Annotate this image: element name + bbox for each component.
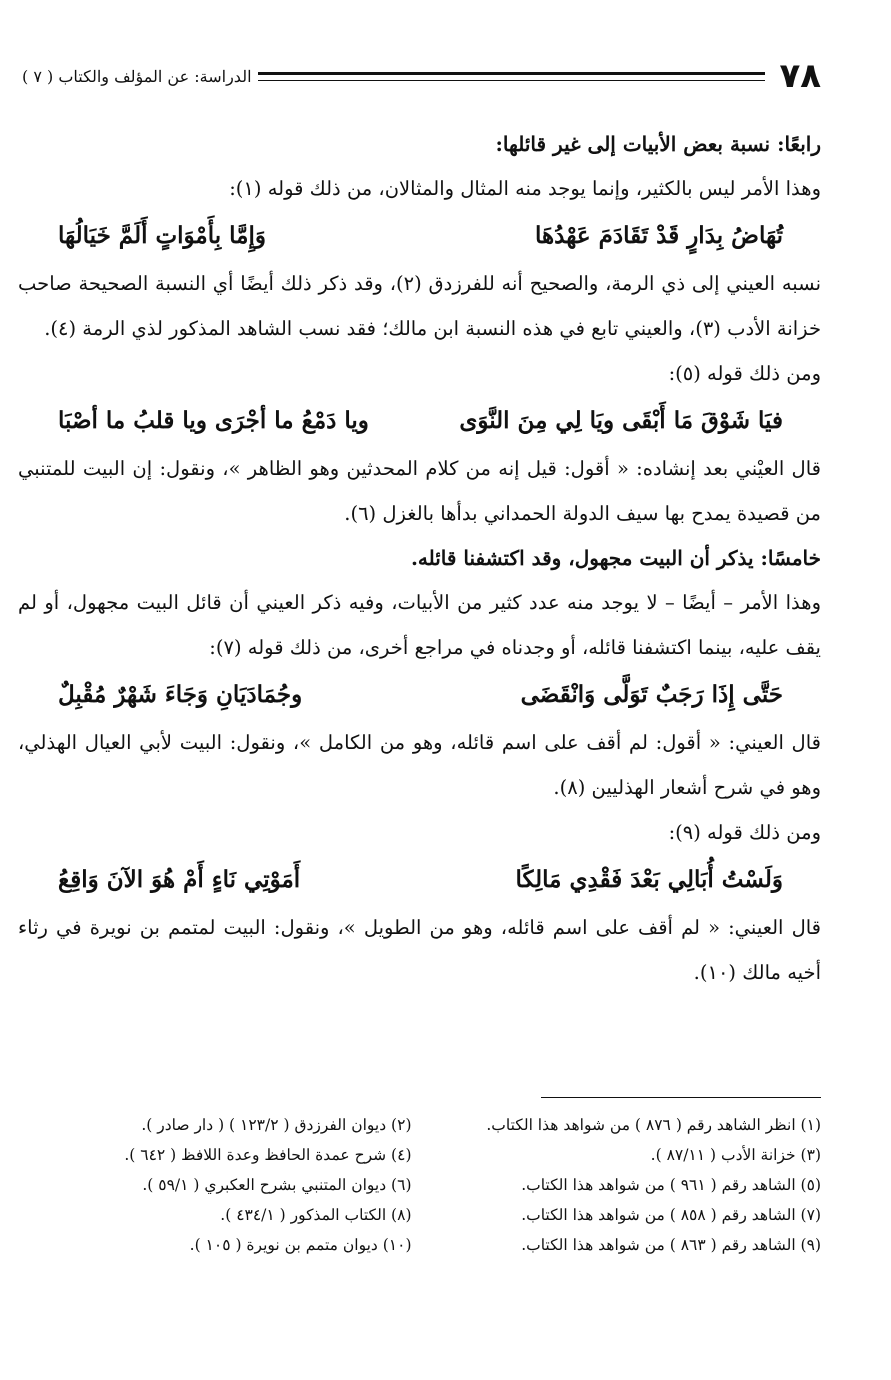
paragraph: قال العيْني بعد إنشاده: « أقول: قيل إنه من كلام المحدثين وهو الظاهر »، ونقول: إن البيت للمتنبي من قصيدة يمدح بها سيف الدولة الحمداني بدأها بالغزل (٦). — [18, 457, 821, 525]
page-header — [22, 54, 821, 98]
verse-second-hemistich: وجُمَادَيَانِ وَجَاءَ شَهْرٌ مُقْبِلٌ — [58, 681, 303, 708]
footnotes — [22, 1110, 821, 1260]
footnote-separator — [541, 1097, 821, 1098]
footnote: (٦) ديوان المتنبي بشرح العكبري ( ٥٩/١ ). — [142, 1176, 412, 1194]
footnote: (٥) الشاهد رقم ( ٩٦١ ) من شواهد هذا الكتاب. — [521, 1176, 821, 1194]
poetry-verse — [18, 855, 821, 905]
section-heading-5: خامسًا: يذكر أن البيت مجهول، وقد اكتشفنا قائله. — [410, 546, 821, 570]
paragraph: نسبه العيني إلى ذي الرمة، والصحيح أنه للفرزدق (٢)، وقد ذكر ذلك أيضًا أي النسبة الصحيحة صاحب خزانة الأدب (٣)، والعيني تابع في هذه النسبة ابن مالك؛ فقد نسب الشاهد المذكور لذي الرمة (٤). — [18, 272, 822, 340]
paragraph: ومن ذلك قوله (٩): — [668, 821, 821, 844]
poetry-verse — [18, 670, 821, 720]
poetry-verse — [18, 211, 821, 261]
footnote: (١٠) ديوان متمم بن نويرة ( ١٠٥ ). — [189, 1236, 412, 1254]
paragraph: وهذا الأمر ليس بالكثير، وإنما يوجد منه المثال والمثالان، من ذلك قوله (١): — [229, 177, 821, 200]
verse-first-hemistich: تُهَاضُ بِدَارٍ قَدْ تَقَادَمَ عَهْدُهَا — [535, 222, 783, 249]
verse-first-hemistich: فيَا شَوْقَ مَا أَبْقَى ويَا لِي مِنَ النَّوَى — [459, 407, 783, 434]
verse-second-hemistich: أَمَوْتِي نَاءٍ أَمْ هُوَ الآنَ وَاقِعُ — [58, 866, 301, 893]
footnote: (٨) الكتاب المذكور ( ٤٣٤/١ ). — [220, 1206, 412, 1224]
section-heading-4: رابعًا: نسبة بعض الأبيات إلى غير قائلها: — [495, 132, 821, 156]
verse-second-hemistich: وَإِمَّا بِأَمْوَاتٍ أَلَمَّ خَيَالُهَا — [58, 222, 266, 249]
paragraph: وهذا الأمر – أيضًا – لا يوجد منه عدد كثير من الأبيات، وفيه ذكر العيني أن قائل البيت مجهول، أو لم يقف عليه، بينما اكتشفنا قائله، أو وجدناه في مراجع أخرى، من ذلك قوله (٧): — [18, 591, 821, 659]
main-text — [18, 122, 821, 995]
footnote: (٤) شرح عمدة الحافظ وعدة اللافظ ( ٦٤٢ ). — [124, 1146, 412, 1164]
paragraph: قال العيني: « لم أقف على اسم قائله، وهو من الطويل »، ونقول: البيت لمتمم بن نويرة في رثاء أخيه مالك (١٠). — [18, 916, 821, 984]
verse-first-hemistich: حَتَّى إِذَا رَجَبٌ تَوَلَّى وَانْقَضَى — [520, 681, 783, 708]
verse-first-hemistich: وَلَسْتُ أُبَالِي بَعْدَ فَقْدِي مَالِكًا — [515, 866, 783, 893]
page-number: ٧٨ — [779, 56, 821, 96]
paragraph: قال العيني: « أقول: لم أقف على اسم قائله، وهو من الكامل »، ونقول: البيت لأبي العيال الهذلي، وهو في شرح أشعار الهذليين (٨). — [18, 731, 821, 799]
poetry-verse — [18, 396, 821, 446]
header-rule — [258, 72, 766, 81]
footnote: (٩) الشاهد رقم ( ٨٦٣ ) من شواهد هذا الكتاب. — [521, 1236, 821, 1254]
footnote: (٢) ديوان الفرزدق ( ١٢٣/٢ ) ( دار صادر ). — [141, 1116, 412, 1134]
footnote: (٧) الشاهد رقم ( ٨٥٨ ) من شواهد هذا الكتاب. — [521, 1206, 821, 1224]
footnote: (١) انظر الشاهد رقم ( ٨٧٦ ) من شواهد هذا الكتاب. — [486, 1116, 821, 1134]
paragraph: ومن ذلك قوله (٥): — [668, 362, 821, 385]
verse-second-hemistich: ويا دَمْعُ ما أجْرَى ويا قلبُ ما أصْبَا — [58, 407, 369, 434]
running-title: الدراسة: عن المؤلف والكتاب ( ٧ ) — [22, 66, 252, 86]
footnote: (٣) خزانة الأدب ( ٨٧/١١ ). — [650, 1146, 821, 1164]
